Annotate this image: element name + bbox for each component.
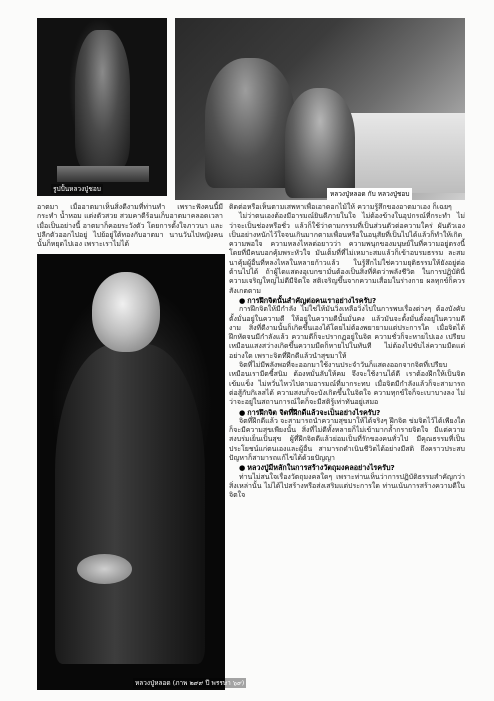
bullet-icon: ● [239, 295, 246, 305]
bullet-icon: ● [239, 407, 246, 417]
section-heading [229, 296, 465, 305]
portrait-photo [37, 254, 245, 690]
body-paragraph: การฝึกจิตให้มีกำลัง ไม่ใช่ให้มันวิ่งเหลือวิ่งไปในการพบเรื่องต่างๆ ต้องบังคับตั้งมั่นอยู่ในความดี ให้อยู่ในความดีนั้นมั่นคง แล้วมันจะตั้งมั่นตั้งอยู่ในความดีงาม สิ่งที่ดีงามนั้นก็เกิดขึ้นเองได้โดยไม่ต้องพยายามแต่ประการใด เมื่อจิตได้ฝึกหัดจนมีกำลังแล้ว ความดีก็จะปรากฏอยู่ในจิต ความชั่วก็จะหายไปเอง เปรียบเหมือนแสงสว่างเกิดขึ้นความมืดก็หายไปในทันที ไม่ต้องไปขับไล่ความมืดแต่อย่างใด เพราะจิตที่ฝึกดีแล้วนำสุขมาให้ [229, 305, 465, 360]
statue-caption: รูปปั้นหลวงปู่ชอบ [53, 185, 101, 193]
section-heading-text: หลวงปู่มีหลักในการสร้างวัตถุมงคลอย่างไรครับ? [247, 463, 395, 473]
statue-base [57, 166, 149, 182]
right-column [229, 203, 465, 690]
statue-figure [75, 30, 130, 170]
monks-caption: หลวงปู่หลอด กับ หลวงปู่ชอบ [327, 188, 412, 200]
body-paragraph: ท่านไม่สนใจเรื่องวัตถุมงคลใดๆ เพราะท่านเห็นว่าการปฏิบัติธรรมสำคัญกว่าสิ่งเหล่านั้น ไม่ได้ไปสร้างหรือส่งเสริมแต่ประการใด ท่านเน้นการสร้างความดีในจิตใจ [229, 472, 465, 500]
top-left-text-block [37, 203, 223, 249]
portrait-hand [77, 554, 132, 584]
body-paragraph: จิตที่ฝึกดีแล้ว จะสามารถนำความสุขมาให้ได้จริงๆ ฝึกจิต ข่มจิตไว้ได้เพียงใด ก็จะมีความสุขเพียงนั้น สิ่งที่ไม่ดีทั้งหลายก็ไม่เข้ามากล้ำกรายจิตใจ มีแต่ความสงบร่มเย็นเป็นสุข ผู้ที่ฝึกจิตดีแล้วย่อมเป็นที่รักของคนทั่วไป มีคุณธรรมที่เป็นประโยชน์แก่ตนเองและผู้อื่น สามารถดำเนินชีวิตได้อย่างมีสติ ถึงคราวประสบปัญหาก็สามารถแก้ไขได้ด้วยปัญญา [229, 416, 465, 463]
section-heading-text: การฝึกจิต จิตที่ฝึกดีแล้วจะเป็นอย่างไรครับ? [247, 407, 381, 417]
bullet-icon: ● [239, 463, 246, 473]
body-paragraph: จิตที่ไม่มีพลังพอที่จะออกมาใช้งานประจำวันก็แสดงออกจากจิตที่เปรียบเหมือนเรามีดขี้สนิม ต้องหมั่นลับให้คม จึงจะใช้งานได้ดี เราต้องฝึกให้เป็นจิตเข้มแข็ง ไม่หวั่นไหวไปตามอารมณ์ที่มากระทบ เมื่อจิตมีกำลังแล้วก็จะสามารถต่อสู้กับกิเลสได้ ความสงบก็จะบังเกิดขึ้นในจิตใจ ความทุกข์ใจก็จะเบาบางลง ไม่ว่าจะอยู่ในสถานการณ์ใดก็จะมีสติรู้เท่าทันอยู่เสมอ [229, 361, 465, 407]
portrait-robe [55, 344, 205, 664]
monk-figure-right [285, 88, 355, 198]
monks-photo [175, 18, 465, 200]
portrait-caption: หลวงปู่หลอด (ภาพ ๒๙๙ ปี พรรษา ๖๙) [135, 679, 245, 687]
section-heading [229, 463, 465, 472]
body-paragraph: อาตมา เมื่ออาตมาเห็นสิ่งดีงามที่ท่านทำ เพราะฟังคนนี้มีกระทำ น้ำหอม แต่งตัวสวย สวมคาดีร้อนเก็บอาตมาคลอดเวลา เมื่อเป็นอย่างนี้ อาตมาก็คอยระวังตัว โดยการตั้งใจภาวนา และปลีกตัวออกไปอยู่ ไปย้อยู่ใต้ทองกับอาตมา นานวันไปหญิงคนนั้นก็หยุดไปเอง เพราะเราไม่ได้ [37, 203, 223, 249]
statue-photo [37, 18, 167, 196]
portrait-head [92, 272, 160, 352]
body-paragraph: ติดต่อหรือเห็นตามเสพหาเพื่อเอาดอกไม้ให้ ความรู้สึกของอาตมาเอง ก็เฉยๆ [229, 203, 452, 211]
section-heading [229, 408, 465, 417]
section-heading-text: การฝึกจิตนั้นสำคัญต่อคนเราอย่างไรครับ? [247, 295, 377, 305]
monk-figure-left [205, 58, 295, 188]
body-paragraph: ไม่ว่าตนเองต้องมีอารมณ์ยินดีภายในใจ ไม่ต้องข้างในอุปกรณ์ที่กระทำ ไม่ว่าจะเป็นช่องหรือชั่ว แล้วก็ใช้ว่าตามกรรมที่เป็นส่วนตัวต่อความใคร่ ผันตัวเองเป็นอย่างหนักไว้ใจจนเกินมากตามเพื่อนหรือในอนุสัยที่เป็นไปได้แล้วก็ทำให้เกิดความพอใจ ความหลงไหลต่อยาวว่า ความพนุกของมนุษย์ในที่ความอยู่ตรงนี้ โดยที่มีคนบอกคุ้มพระหัวใจ มันเต็มที่ที่ไม่เหมาะสมแล้วก็เข้าอบรมธรรม ละสมนาคุ้มผู้อื่นที่หลงไหลในหลายก้าวแล้ว ในรู้สึกไม่ใช่ความยุติธรรมให้ยังอยู่ต่อต้านไปได้ ถ้าผู้ไดแสดงอุเบกขามั่นต้องเป็นสิ่งที่คิดว่าพลังชีวิต ในการปฏิบัตินี่ ความเจริญใหญ่ไม่ดีมีจิตใจ สติเจริญขึ้นจากความเสื่อมในร่างกาย ผลทุกข์ก็ควรสังเกตตาม [229, 212, 465, 295]
